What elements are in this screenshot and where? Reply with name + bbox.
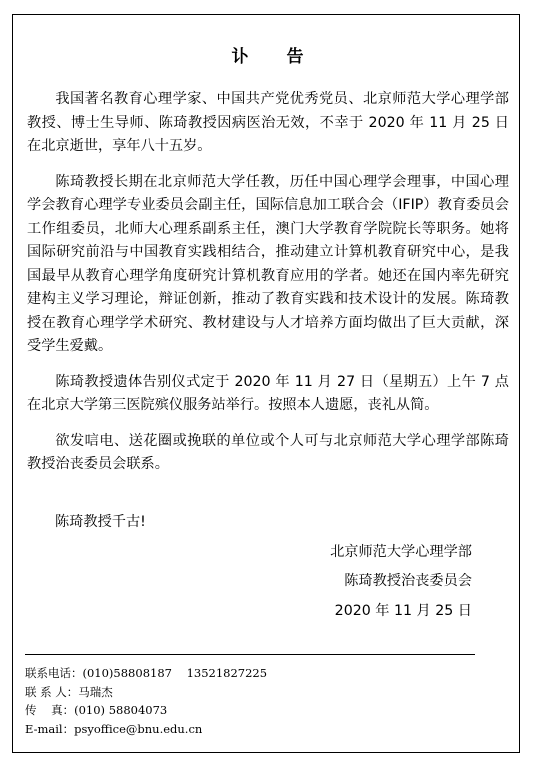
contact-fax: 传 真：(010) 58804073 <box>25 703 168 717</box>
divider-line <box>25 654 475 655</box>
paragraph-ceremony: 陈琦教授遗体告别仪式定于 2020 年 11 月 27 日（星期五）上午 7 点在北京大学第三医院殡仪服务站举行。按照本人遗愿，丧礼从简。 <box>27 373 509 413</box>
contact-block <box>25 664 267 738</box>
farewell-line: 陈琦教授千古! <box>55 514 146 530</box>
contact-email: E-mail：psyoffice@bnu.edu.cn <box>25 721 203 736</box>
contact-phone: 联系电话：(010)58808187 13521827225 <box>25 666 268 680</box>
notice-body <box>27 88 509 489</box>
paragraph-announcement: 我国著名教育心理学家、中国共产党优秀党员、北京师范大学心理学部教授、博士生导师、陈琦教授因病医治无效，不幸于 2020 年 11 月 25 日在北京逝世，享年八十五岁。 <box>27 91 509 154</box>
contact-person: 联 系 人：马瑞杰 <box>25 684 113 699</box>
signature-organization: 北京师范大学心理学部 <box>330 544 472 560</box>
paragraph-biography: 陈琦教授长期在北京师范大学任教，历任中国心理学会理事，中国心理学会教育心理学专业委员会副主任，国际信息加工联合会（IFIP）教育委员会工作组委员，北师大心理系副系主任，澳门大学教育学院院长等职务。她将国际研究前沿与中国教育实践相结合，推动建立计算机教育研究中心，是我国最早从教育心理学角度研究计算机教育应用的学者。她还在国内率先研究建构主义学习理论，辩证创新，推动了教育实践和技术设计的发展。陈琦教授在教育心理学学术研究、教材建设与人才培养方面均做出了巨大贡献，深受学生爱戴。 <box>27 173 509 354</box>
signature-committee: 陈琦教授治丧委员会 <box>344 573 472 589</box>
notice-title: 讣告 <box>231 47 342 67</box>
paragraph-condolence-contact: 欲发唁电、送花圈或挽联的单位或个人可与北京师范大学心理学部陈琦教授治丧委员会联系。 <box>27 432 509 472</box>
signature-date: 2020 年 11 月 25 日 <box>334 603 472 619</box>
